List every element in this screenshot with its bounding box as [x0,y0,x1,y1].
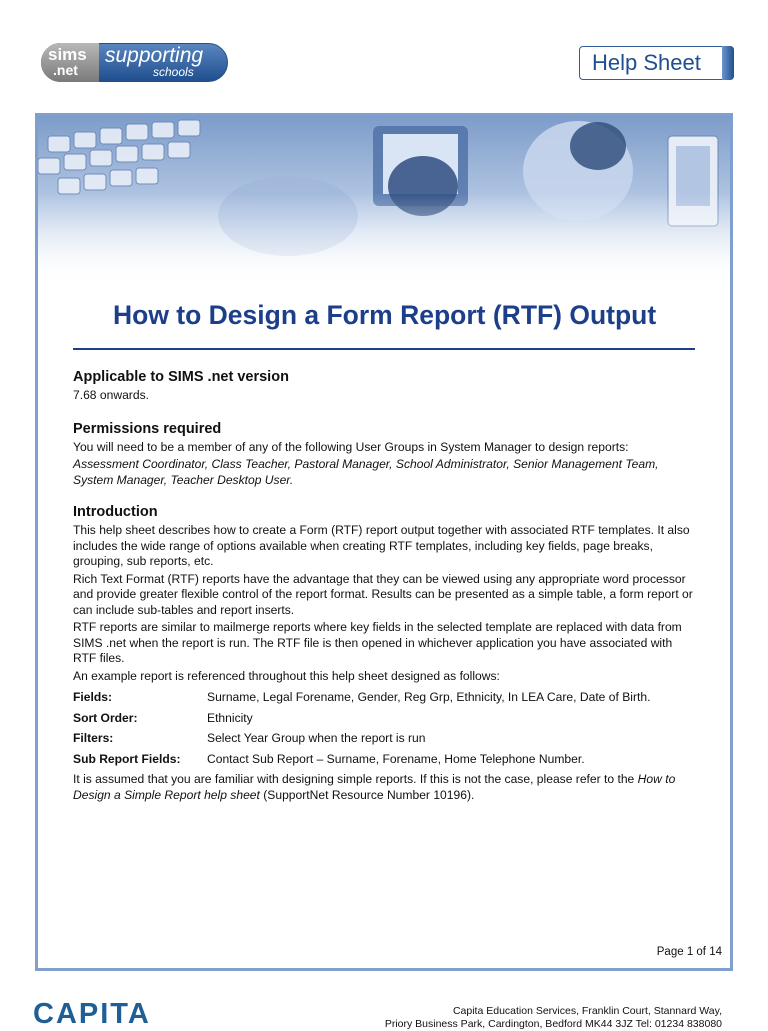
applicable-heading: Applicable to SIMS .net version [73,369,289,385]
introduction-heading: Introduction [73,504,158,520]
address-line-1: Capita Education Services, Franklin Court, Stannard Way, [452,1005,722,1017]
example-value: Ethnicity [207,710,253,725]
intro-paragraph-5-end: (SupportNet Resource Number 10196). [263,787,475,802]
intro-paragraph-4: An example report is referenced throughout this help sheet designed as follows: [73,668,500,683]
example-row-sort-order [73,711,698,727]
example-value: Contact Sub Report – Surname, Forename, Home Telephone Number. [207,751,585,766]
help-sheet-badge [579,46,734,80]
example-label: Fields: [73,690,112,704]
intro-paragraph-5 [73,772,698,803]
applicable-text: 7.68 onwards. [73,388,149,402]
footer-address [302,1005,722,1031]
help-sheet-bar [722,46,734,80]
banner-image [38,116,730,286]
help-sheet-label: Help Sheet [592,50,701,75]
logo-net: .net [53,62,78,78]
title-divider [73,348,695,350]
capita-logo: CAPITA [33,998,151,1030]
page-number: Page 1 of 14 [656,946,722,958]
logo-sims: sims [48,45,87,64]
example-row-fields [73,690,698,706]
address-line-2: Priory Business Park, Cardington, Bedford MK44 3JZ Tel: 01234 838080 [384,1018,722,1030]
example-label: Filters: [73,731,114,745]
logo-supporting: supporting [105,44,204,67]
permissions-text: You will need to be a member of any of the following User Groups in System Manager to design reports: [73,439,629,454]
banner-illustration [38,116,730,286]
intro-paragraph-3: RTF reports are similar to mailmerge reports where key fields in the selected template are replaced with data from SIMS .net when the report is run. The RTF file is then opened in whichever application you have associated with RTF files. [73,620,682,665]
example-row-sub-report-fields [73,752,698,768]
permissions-groups: Assessment Coordinator, Class Teacher, Pastoral Manager, School Administrator, Senior Management Team, System Manager, Teacher Desktop User. [73,457,659,487]
permissions-heading: Permissions required [73,420,222,437]
example-label: Sort Order: [73,710,138,725]
example-row-filters [73,731,698,747]
intro-paragraph-2: Rich Text Format (RTF) reports have the advantage that they can be viewed using any appropriate word processor and provide greater flexible control of the report format. Results can be presented as a simple table, a form report or can include sub-tables and report inserts. [73,571,693,617]
simple-report-help-sheet-link[interactable]: How to Design a Simple Report help sheet [73,772,676,802]
example-value: Select Year Group when the report is run [207,731,426,745]
intro-paragraph-5-start: It is assumed that you are familiar with designing simple reports. If this is not the case, please refer to the [73,772,635,786]
sims-supporting-schools-logo [41,43,228,82]
page-title: How to Design a Form Report (RTF) Output [113,300,657,330]
example-value: Surname, Legal Forename, Gender, Reg Grp, Ethnicity, In LEA Care, Date of Birth. [207,690,651,704]
example-label: Sub Report Fields: [73,751,181,766]
intro-paragraph-1: This help sheet describes how to create a Form (RTF) report output together with associated RTF templates. It also includes the wide range of options available when creating RTF templates, including key fields, page breaks, grouping, sub reports, etc. [73,523,690,568]
document-body [73,368,698,805]
logo-schools: schools [153,65,194,79]
